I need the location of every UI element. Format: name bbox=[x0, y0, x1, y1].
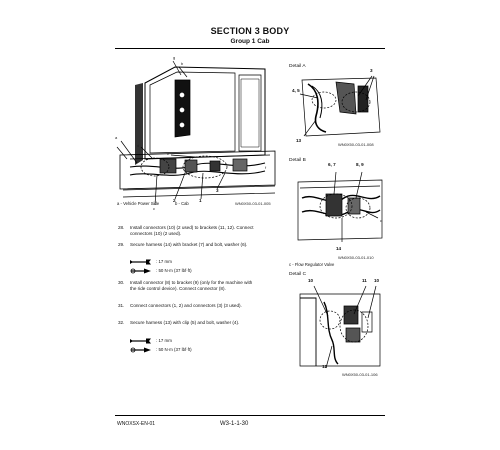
detail-b-callout-6-7: 6, 7 bbox=[328, 162, 336, 167]
legend-b-key: b - bbox=[175, 201, 180, 206]
step-29 bbox=[118, 242, 263, 255]
wrench-size-1: : 17 mm bbox=[156, 259, 172, 264]
detail-c-callout-10-left: 10 bbox=[308, 278, 314, 283]
torque-wrench-icon bbox=[130, 347, 152, 353]
detail-c-callout-10-right: 10 bbox=[374, 278, 380, 283]
group-title: Group 1 Cab bbox=[230, 38, 270, 45]
step-32 bbox=[118, 320, 263, 333]
step-text: Secure harness (14) with bracket (7) and bolt, washer (6). bbox=[130, 242, 248, 247]
step-text: Install connector (8) to bracket (9) (only for the machine with the ride control device). Connect connector (8). bbox=[130, 280, 253, 291]
footer-doc-code: WNOXSX-EN-01 bbox=[117, 421, 156, 427]
wrench-icon bbox=[130, 259, 152, 265]
detail-a-figure bbox=[292, 68, 384, 144]
step-text: Install connectors (10) (2 used) to brackets (11, 12). Connect connectors (10) (2 used). bbox=[130, 225, 254, 236]
legend-a bbox=[117, 201, 159, 206]
detail-c-figure-id: WN0X50-03-01-106 bbox=[342, 372, 378, 377]
callout-g: g bbox=[173, 55, 176, 60]
detail-b-legend-text: Flow Regulator Valve bbox=[294, 262, 335, 267]
callout-2: 2 bbox=[173, 198, 176, 203]
step-number: 28. bbox=[118, 225, 125, 230]
header-rule bbox=[115, 48, 385, 49]
detail-a-title: Detail A bbox=[289, 64, 306, 69]
torque-value-2: : 50 N·m (37 lbf·ft) bbox=[156, 347, 192, 352]
callout-c: c bbox=[153, 206, 155, 211]
legend-b bbox=[175, 201, 189, 206]
step-number: 29. bbox=[118, 242, 125, 247]
detail-b-illustration bbox=[296, 168, 384, 248]
detail-b-callout-14: 14 bbox=[336, 246, 342, 251]
wrench-icon bbox=[130, 338, 152, 344]
section-title: SECTION 3 BODY bbox=[210, 26, 290, 36]
detail-a-callout-13: 13 bbox=[296, 138, 302, 143]
detail-b-figure bbox=[296, 162, 384, 251]
detail-a-figure-id: WN0X50-03-01-008 bbox=[338, 142, 374, 147]
detail-c-callout-11: 11 bbox=[362, 278, 367, 283]
wrench-spec-1 bbox=[130, 259, 250, 267]
detail-c-title: Detail C bbox=[289, 272, 307, 277]
footer-rule bbox=[115, 415, 385, 416]
step-number: 32. bbox=[118, 320, 125, 325]
detail-a-callout-3: 3 bbox=[370, 68, 373, 73]
torque-value-1: : 50 N·m (37 lbf·ft) bbox=[156, 268, 192, 273]
torque-wrench-icon bbox=[130, 268, 152, 274]
wrench-spec-2 bbox=[130, 338, 250, 346]
torque-spec-2 bbox=[130, 347, 250, 355]
callout-d: d bbox=[137, 143, 140, 148]
footer-page-number: W3-1-1-30 bbox=[220, 421, 249, 427]
detail-b-figure-id: WN0X50-03-01-010 bbox=[338, 255, 374, 260]
step-30 bbox=[118, 280, 263, 299]
step-text: Secure harness (13) with clip (5) and bolt, washer (4). bbox=[130, 320, 240, 325]
step-28 bbox=[118, 225, 263, 238]
torque-spec-1 bbox=[130, 268, 250, 276]
callout-1: 1 bbox=[199, 198, 202, 203]
callout-f: f bbox=[265, 165, 267, 170]
legend-b-text: Cab bbox=[181, 201, 189, 206]
detail-b-callout-8-9: 8, 9 bbox=[356, 162, 364, 167]
legend-a-key: a - bbox=[117, 201, 122, 206]
step-number: 31. bbox=[118, 303, 125, 308]
main-figure-id: WN0X50-03-01-005 bbox=[235, 201, 271, 206]
callout-a-left: a bbox=[115, 135, 118, 140]
detail-b-legend bbox=[289, 262, 334, 267]
detail-a-illustration bbox=[296, 72, 384, 144]
detail-c-callout-12: 12 bbox=[322, 364, 328, 369]
cab-illustration bbox=[115, 55, 280, 220]
step-text: Connect connectors (1, 2) and connectors (3) (3 used). bbox=[130, 303, 242, 308]
wrench-size-2: : 17 mm bbox=[156, 338, 172, 343]
detail-c-figure bbox=[296, 278, 384, 370]
legend-a-text: Vehicle Power Side bbox=[123, 201, 160, 206]
main-figure bbox=[115, 55, 280, 220]
step-number: 30. bbox=[118, 280, 125, 285]
detail-c-illustration bbox=[296, 284, 384, 370]
detail-a-callout-4-5: 4, 5 bbox=[292, 88, 300, 93]
step-31 bbox=[118, 303, 263, 316]
detail-b-title: Detail B bbox=[289, 158, 306, 163]
detail-b-legend-key: c - bbox=[289, 262, 294, 267]
callout-b-top: b bbox=[181, 61, 184, 66]
callout-3: 3 bbox=[216, 188, 219, 193]
callout-e: e bbox=[167, 151, 170, 156]
detail-b-callout-c: c bbox=[380, 218, 382, 223]
